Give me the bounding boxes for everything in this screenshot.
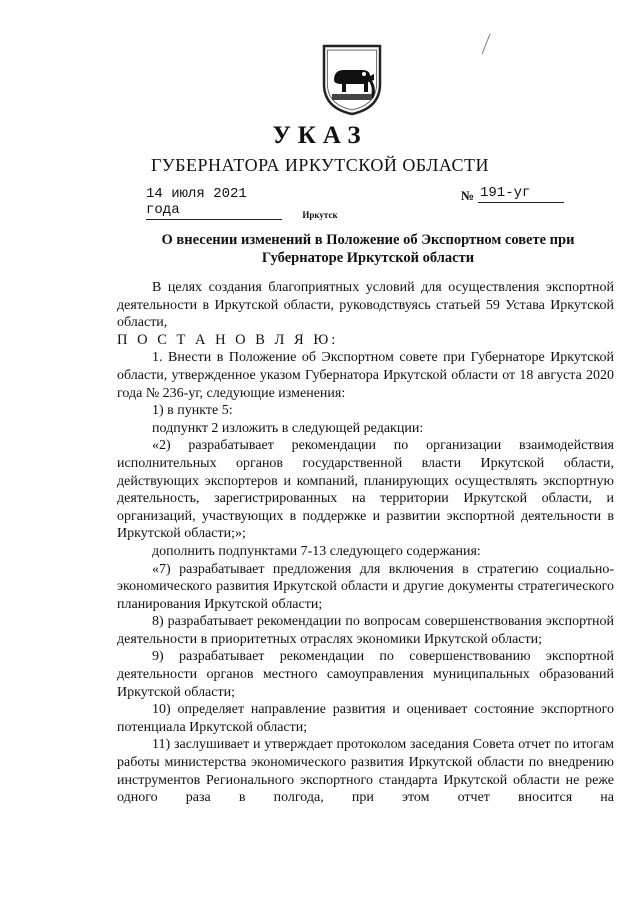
paragraph-subpoint-8: 8) разрабатывает рекомендации по вопросам совершенствования экспортной деятельности в приоритетных отраслях экономики Иркутской области; (117, 614, 614, 647)
pen-mark (470, 30, 500, 60)
document-title: УКАЗ (272, 122, 368, 149)
paragraph-subpoint-2-intro: подпункт 2 изложить в следующей редакции: (152, 420, 424, 436)
document-date: 14 июля 2021 года (146, 186, 282, 220)
paragraph-subpoint-9: 9) разрабатывает рекомендации по совершенствованию экспортной деятельности органов местного самоуправления муниципальных образований Иркутской области; (117, 649, 614, 700)
document-subtitle: ГУБЕРНАТОРА ИРКУТСКОЙ ОБЛАСТИ (150, 155, 490, 175)
preamble-paragraph: В целях создания благоприятных условий для осуществления экспортной деятельности в Иркутской области, руководствуясь статьей 59 Устава Иркутской области, (117, 280, 614, 331)
paragraph-item-1: 1. Внести в Положение об Экспортном совете при Губернаторе Иркутской области, утвержденное указом Губернатора Иркутской области от 18 августа 2020 года № 236-уг, следующие изменения: (117, 350, 614, 401)
heading-line-2: Губернаторе Иркутской области (261, 250, 475, 266)
document-number: 191-уг (478, 185, 564, 203)
document-body (117, 279, 614, 807)
paragraph-subpoint-10: 10) определяет направление развития и оценивает состояние экспортного потенциала Иркутской области; (117, 702, 614, 735)
paragraph-subitem-1: 1) в пункте 5: (152, 403, 233, 419)
document-heading (118, 231, 618, 267)
decree-word: П О С Т А Н О В Л Я Ю: (117, 331, 339, 348)
city-name: Иркутск (302, 210, 338, 220)
paragraph-subpoint-2-text: «2) разрабатывает рекомендации по организации взаимодействия исполнительных органов государственной власти Иркутской области, действующих экспортеров и компаний, планирующих осуществлять экспортную деятельность, зарегистрированных на территории Иркутской области, и организаций, участвующих в поддержке и развитии экспортной деятельности в Иркутской области;»; (117, 438, 614, 542)
paragraph-add-subpoints-intro: дополнить подпунктами 7-13 следующего содержания: (152, 543, 481, 559)
number-sign: № (461, 188, 475, 203)
coat-of-arms-emblem (320, 40, 384, 116)
heading-line-1: О внесении изменений в Положение об Экспортном совете при (161, 232, 575, 248)
paragraph-subpoint-7: «7) разрабатывает предложения для включения в стратегию социально-экономического развития Иркутской области и другие документы стратегического планирования Иркутской области; (117, 561, 614, 612)
paragraph-subpoint-11: 11) заслушивает и утверждает протоколом заседания Совета отчет по итогам работы министерства экономического развития Иркутской области по внедрению инструментов Регионального экспортного стандарта Иркутской области не реже одного раза в полгода, при этом отчет вносится на (117, 737, 614, 806)
